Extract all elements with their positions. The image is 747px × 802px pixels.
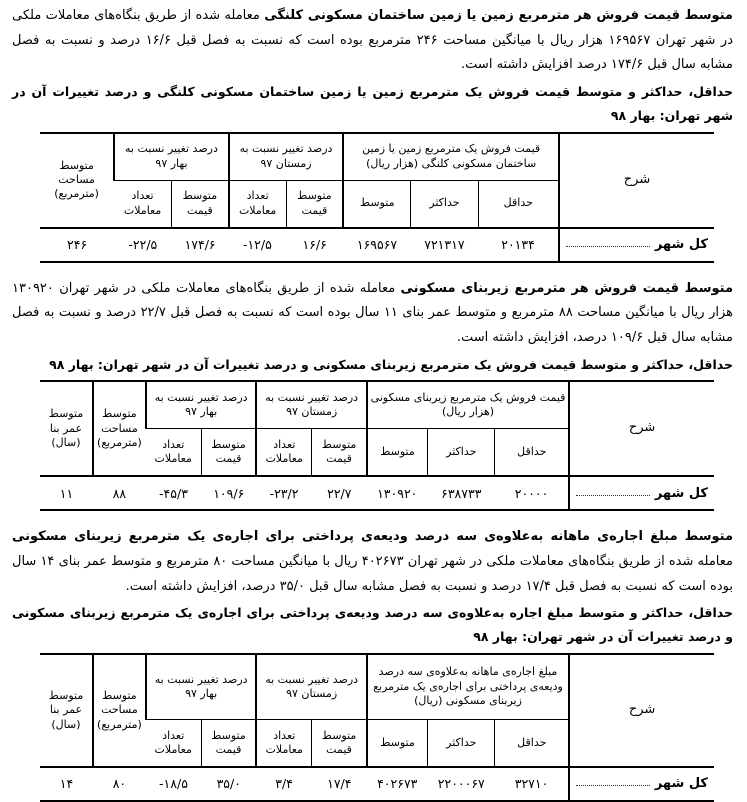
col-header-deal-count-winter: تعداد معاملات: [256, 719, 311, 767]
col-header-avg-price-spring: متوسط قیمت: [201, 719, 256, 767]
col-header-description: شرح: [569, 654, 714, 767]
row-label-cell: [559, 228, 714, 262]
col-header-min: حداقل: [495, 429, 569, 477]
value-winter-deal-count: ۳/۴: [256, 767, 311, 801]
value-max: ۷۲۱۳۱۷: [411, 228, 478, 262]
col-header-description: شرح: [569, 381, 714, 476]
col-header-max: حداکثر: [428, 429, 495, 477]
table-wrap-land-price: [40, 132, 714, 263]
value-min: ۲۰۱۳۴: [478, 228, 559, 262]
col-header-description: شرح: [559, 133, 714, 228]
value-winter-avg-price: ۲۲/۷: [312, 476, 367, 510]
row-label-cell: [569, 476, 714, 510]
section-rent-price: [0, 525, 747, 802]
value-spring-deal-count: -۲۲/۵: [114, 228, 171, 262]
col-header-avg: متوسط: [367, 719, 428, 767]
table-row-whole-city: [40, 228, 714, 262]
value-spring-avg-price: ۳۵/۰: [201, 767, 256, 801]
paragraph-floorspace-price: [12, 277, 733, 351]
col-header-avg-area: متوسط مساحت (مترمربع): [54, 158, 99, 201]
value-spring-avg-price: ۱۰۹/۶: [201, 476, 256, 510]
col-header-min: حداقل: [478, 180, 559, 228]
col-header-avg: متوسط: [343, 180, 410, 228]
col-header-min: حداقل: [495, 719, 569, 767]
col-group-change-vs-spring97: درصد تغییر نسبت به بهار ۹۷: [146, 381, 257, 429]
dotted-leader: [566, 245, 650, 247]
col-header-avg-age: متوسط عمر بنا (سال): [48, 407, 84, 450]
row-label: کل شهر: [654, 237, 708, 253]
value-avg: ۱۶۹۵۶۷: [343, 228, 410, 262]
value-age: ۱۱: [40, 476, 93, 510]
dotted-leader: [576, 784, 650, 786]
paragraph-land-price: [12, 4, 733, 78]
col-group-rent: مبلغ اجاره‌ی ماهانه به‌علاوه‌ی سه درصد ودیعه‌ی پرداختی برای اجاره‌ی یک مترمربع زیربنای مسکونی (ریال): [367, 654, 569, 720]
value-winter-deal-count: -۲۳/۲: [256, 476, 311, 510]
value-min: ۳۲۷۱۰: [495, 767, 569, 801]
table-wrap-floorspace-price: [40, 380, 714, 511]
paragraph-lead-bold: متوسط قیمت فروش هر مترمربع زمین یا زمین ساختمان مسکونی کلنگی: [264, 8, 733, 23]
paragraph-lead-bold: متوسط مبلغ اجاره‌ی ماهانه به‌علاوه‌ی سه درصد ودیعه‌ی پرداختی برای اجاره‌ی یک مترمربع زیربنای مسکونی: [12, 529, 733, 545]
value-min: ۲۰۰۰۰: [495, 476, 569, 510]
value-winter-avg-price: ۱۶/۶: [286, 228, 343, 262]
table-row-whole-city: [40, 476, 714, 510]
table-floorspace-price: [40, 380, 714, 511]
col-header-deal-count-winter: تعداد معاملات: [256, 429, 311, 477]
value-avg: ۴۰۲۶۷۳: [367, 767, 428, 801]
value-spring-deal-count: -۴۵/۳: [146, 476, 201, 510]
row-label-cell: [569, 767, 714, 801]
value-winter-deal-count: -۱۲/۵: [229, 228, 286, 262]
value-winter-avg-price: ۱۷/۴: [312, 767, 367, 801]
col-header-deal-count-spring: تعداد معاملات: [146, 719, 201, 767]
table-wrap-rent-price: [40, 653, 714, 802]
col-header-max: حداکثر: [411, 180, 478, 228]
value-max: ۶۳۸۷۳۳: [428, 476, 495, 510]
value-max: ۲۲۰۰۰۶۷: [428, 767, 495, 801]
table-rent-price: [40, 653, 714, 802]
dotted-leader: [576, 494, 650, 496]
col-header-max: حداکثر: [428, 719, 495, 767]
row-label: کل شهر: [654, 776, 708, 792]
col-group-price: قیمت فروش یک مترمربع زمین یا زمین ساختمان مسکونی کلنگی (هزار ریال): [343, 133, 559, 181]
table-title-rent-price: حداقل، حداکثر و متوسط مبلغ اجاره به‌علاوه‌ی سه درصد ودیعه‌ی پرداختی برای اجاره‌ی یک مترمربع زیربنای مسکونی و درصد تغییرات آن در شهر تهران: بهار ۹۸: [12, 605, 733, 645]
table-title-land-price: حداقل، حداکثر و متوسط قیمت فروش یک مترمربع زمین یا زمین ساختمان مسکونی کلنگی و درصد تغییرات آن در شهر تهران: بهار ۹۸: [12, 84, 733, 123]
table-title-floorspace-price: حداقل، حداکثر و متوسط قیمت فروش یک مترمربع زیربنای مسکونی و درصد تغییرات آن در شهر تهران: بهار ۹۸: [49, 356, 733, 372]
paragraph-body: معامله شده از طریق بنگاه‌های معاملات ملکی در شهر تهران ۱۳۰۹۲۰ هزار ریال با میانگین مساحت ۸۸ مترمربع و متوسط عمر بنای ۱۱ سال بوده است که نسبت به فصل قبل ۲۲/۷ درصد و نسبت به فصل مشابه سال قبل ۱۰۹/۶ درصد، افزایش داشته است.: [12, 280, 733, 345]
col-header-avg-age: متوسط عمر بنا (سال): [48, 688, 84, 731]
col-header-avg-area: متوسط مساحت (مترمربع): [93, 654, 146, 767]
col-group-change-vs-spring97: درصد تغییر نسبت به بهار ۹۷: [114, 133, 229, 181]
paragraph-rent-price: [12, 525, 733, 599]
col-group-change-vs-winter97: درصد تغییر نسبت به زمستان ۹۷: [229, 133, 344, 181]
col-header-avg-area: متوسط مساحت (مترمربع): [93, 381, 146, 476]
row-label: کل شهر: [654, 485, 708, 501]
table-land-price: [40, 132, 714, 263]
value-area: ۸۰: [93, 767, 146, 801]
col-group-change-vs-winter97: درصد تغییر نسبت به زمستان ۹۷: [256, 654, 367, 720]
col-header-avg-price-winter: متوسط قیمت: [312, 429, 367, 477]
col-group-change-vs-winter97: درصد تغییر نسبت به زمستان ۹۷: [256, 381, 367, 429]
section-floorspace-price: [0, 277, 747, 512]
paragraph-body: معامله شده از طریق بنگاه‌های معاملات ملکی در شهر تهران ۴۰۲۶۷۳ ریال با میانگین مساحت ۸۰ مترمربع و متوسط عمر بنای ۱۴ سال بوده است که نسبت به فصل قبل ۱۷/۴ درصد و نسبت به فصل مشابه سال قبل ۳۵/۰ درصد، افزایش داشته است.: [12, 554, 733, 594]
col-header-deal-count-winter: تعداد معاملات: [229, 180, 286, 228]
paragraph-body: معامله شده از طریق بنگاه‌های معاملات ملکی در شهر تهران ۱۶۹۵۶۷ هزار ریال با میانگین مساحت ۲۴۶ مترمربع بوده است که نسبت به فصل قبل ۱۶/۶ درصد و نسبت به فصل مشابه سال قبل ۱۷۴/۶ درصد افزایش داشته است.: [12, 8, 734, 73]
value-area: ۸۸: [93, 476, 146, 510]
col-group-price: قیمت فروش یک مترمربع زیربنای مسکونی (هزار ریال): [367, 381, 569, 429]
col-header-deal-count-spring: تعداد معاملات: [114, 180, 171, 228]
value-area: ۲۴۶: [40, 228, 114, 262]
value-spring-deal-count: -۱۸/۵: [146, 767, 201, 801]
col-header-avg-price-winter: متوسط قیمت: [312, 719, 367, 767]
paragraph-lead-bold: متوسط قیمت فروش هر مترمربع زیربنای مسکونی: [400, 280, 733, 296]
value-avg: ۱۳۰۹۲۰: [367, 476, 428, 510]
table-row-whole-city: [40, 767, 714, 801]
value-spring-avg-price: ۱۷۴/۶: [171, 228, 228, 262]
value-age: ۱۴: [40, 767, 93, 801]
col-header-avg: متوسط: [367, 429, 428, 477]
col-header-avg-price-winter: متوسط قیمت: [286, 180, 343, 228]
col-header-deal-count-spring: تعداد معاملات: [146, 429, 201, 477]
col-group-change-vs-spring97: درصد تغییر نسبت به بهار ۹۷: [146, 654, 257, 720]
col-header-avg-price-spring: متوسط قیمت: [171, 180, 228, 228]
section-land-price: [0, 4, 747, 263]
col-header-avg-price-spring: متوسط قیمت: [201, 429, 256, 477]
